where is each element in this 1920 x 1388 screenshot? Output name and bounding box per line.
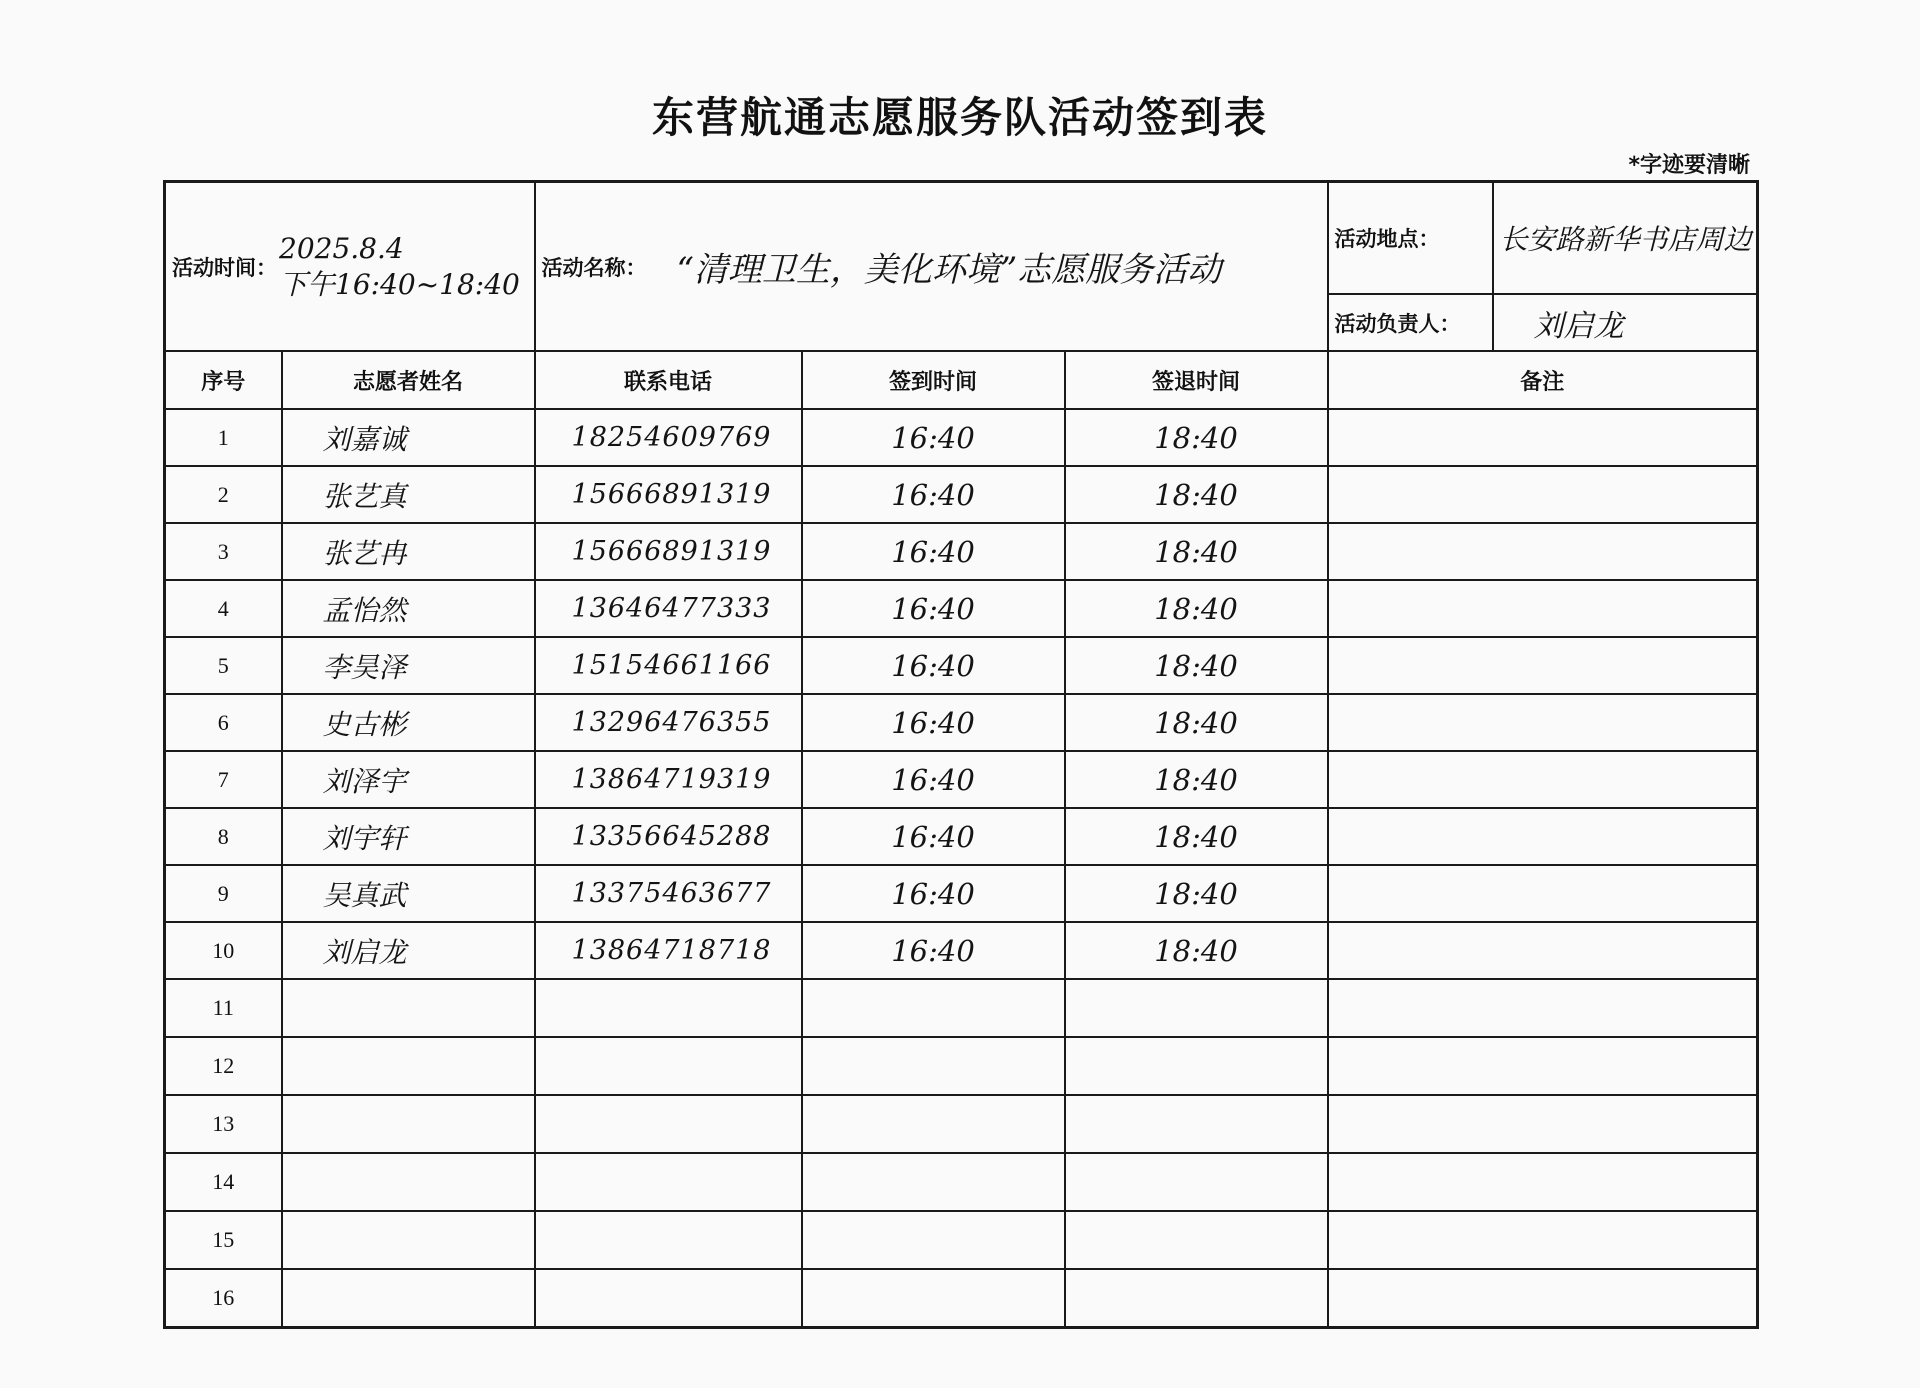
activity-time-label: 活动时间： xyxy=(172,255,277,280)
activity-leader-label-cell xyxy=(1328,294,1493,351)
phone-number xyxy=(535,979,802,1037)
activity-place-label: 活动地点： xyxy=(1334,227,1440,251)
sign-out-time: 18:40 xyxy=(1065,466,1328,523)
table-row xyxy=(165,466,1758,523)
phone-number xyxy=(535,1211,802,1269)
activity-place: 长安路新华书店周边 xyxy=(1499,223,1752,256)
table-row xyxy=(165,409,1758,466)
sign-in-time xyxy=(802,1269,1065,1328)
remark xyxy=(1328,1095,1758,1153)
sign-out-time xyxy=(1065,1037,1328,1095)
col-header-name: 志愿者姓名 xyxy=(282,351,535,409)
remark xyxy=(1328,637,1758,694)
sign-in-time: 16:40 xyxy=(802,637,1065,694)
volunteer-name: 孟怡然 xyxy=(282,580,535,637)
sign-in-time: 16:40 xyxy=(802,751,1065,808)
sign-in-time: 16:40 xyxy=(802,808,1065,865)
volunteer-name: 刘泽宇 xyxy=(282,751,535,808)
activity-place-label-cell xyxy=(1328,182,1493,295)
sign-in-time: 16:40 xyxy=(802,466,1065,523)
remark xyxy=(1328,979,1758,1037)
row-number: 14 xyxy=(165,1153,282,1211)
table-row xyxy=(165,694,1758,751)
table-row xyxy=(165,979,1758,1037)
phone-number: 15666891319 xyxy=(535,466,802,523)
volunteer-name: 李昊泽 xyxy=(282,637,535,694)
phone-number xyxy=(535,1095,802,1153)
sign-in-time: 16:40 xyxy=(802,922,1065,979)
activity-name-cell xyxy=(535,182,1328,352)
sign-in-time: 16:40 xyxy=(802,409,1065,466)
sign-in-time: 16:40 xyxy=(802,580,1065,637)
col-header-no: 序号 xyxy=(165,351,282,409)
phone-number: 15666891319 xyxy=(535,523,802,580)
sign-out-time xyxy=(1065,979,1328,1037)
sign-in-time xyxy=(802,979,1065,1037)
table-row xyxy=(165,751,1758,808)
remark xyxy=(1328,466,1758,523)
sign-in-table xyxy=(163,180,1759,1329)
sign-in-time xyxy=(802,1211,1065,1269)
remark xyxy=(1328,808,1758,865)
activity-place-cell xyxy=(1493,182,1758,295)
volunteer-name xyxy=(282,1095,535,1153)
row-number: 7 xyxy=(165,751,282,808)
volunteer-name: 刘启龙 xyxy=(282,922,535,979)
legibility-note: *字迹要清晰 xyxy=(1628,153,1750,178)
volunteer-name xyxy=(282,979,535,1037)
sign-out-time: 18:40 xyxy=(1065,694,1328,751)
column-header-row xyxy=(165,351,1758,409)
remark xyxy=(1328,1269,1758,1328)
sign-in-time: 16:40 xyxy=(802,523,1065,580)
sign-in-time xyxy=(802,1095,1065,1153)
volunteer-name xyxy=(282,1211,535,1269)
col-header-sign-in: 签到时间 xyxy=(802,351,1065,409)
sign-in-time xyxy=(802,1037,1065,1095)
remark xyxy=(1328,865,1758,922)
volunteer-name: 刘宇轩 xyxy=(282,808,535,865)
phone-number: 15154661166 xyxy=(535,637,802,694)
sign-out-time xyxy=(1065,1269,1328,1328)
sign-out-time: 18:40 xyxy=(1065,523,1328,580)
remark xyxy=(1328,1211,1758,1269)
row-number: 6 xyxy=(165,694,282,751)
row-number: 8 xyxy=(165,808,282,865)
activity-period: 下午16:40~18:40 xyxy=(279,267,520,301)
volunteer-name: 刘嘉诚 xyxy=(282,409,535,466)
phone-number: 13646477333 xyxy=(535,580,802,637)
table-row xyxy=(165,1269,1758,1328)
sign-out-time: 18:40 xyxy=(1065,637,1328,694)
sign-out-time: 18:40 xyxy=(1065,922,1328,979)
phone-number: 13864719319 xyxy=(535,751,802,808)
volunteer-name: 张艺冉 xyxy=(282,523,535,580)
sign-out-time xyxy=(1065,1095,1328,1153)
sign-out-time xyxy=(1065,1211,1328,1269)
table-row xyxy=(165,922,1758,979)
table-row xyxy=(165,1095,1758,1153)
activity-name: “清理卫生，美化环境”志愿服务活动 xyxy=(676,250,1222,290)
sign-out-time: 18:40 xyxy=(1065,808,1328,865)
phone-number: 13375463677 xyxy=(535,865,802,922)
row-number: 16 xyxy=(165,1269,282,1328)
table-row xyxy=(165,523,1758,580)
activity-date: 2025.8.4 xyxy=(279,231,404,265)
table-row xyxy=(165,637,1758,694)
sign-in-time xyxy=(802,1153,1065,1211)
sign-out-time: 18:40 xyxy=(1065,409,1328,466)
sign-in-time: 16:40 xyxy=(802,694,1065,751)
row-number: 5 xyxy=(165,637,282,694)
table-row xyxy=(165,580,1758,637)
activity-leader: 刘启龙 xyxy=(1533,308,1624,344)
row-number: 12 xyxy=(165,1037,282,1095)
header-row-1 xyxy=(165,182,1758,295)
row-number: 11 xyxy=(165,979,282,1037)
row-number: 9 xyxy=(165,865,282,922)
phone-number xyxy=(535,1153,802,1211)
activity-time-cell xyxy=(165,182,535,352)
volunteer-name xyxy=(282,1269,535,1328)
activity-name-label: 活动名称： xyxy=(541,255,647,280)
volunteer-name xyxy=(282,1153,535,1211)
remark xyxy=(1328,1037,1758,1095)
table-row xyxy=(165,808,1758,865)
phone-number: 18254609769 xyxy=(535,409,802,466)
page-title: 东营航通志愿服务队活动签到表 xyxy=(651,93,1268,142)
sign-in-time: 16:40 xyxy=(802,865,1065,922)
row-number: 3 xyxy=(165,523,282,580)
phone-number: 13296476355 xyxy=(535,694,802,751)
remark xyxy=(1328,1153,1758,1211)
row-number: 1 xyxy=(165,409,282,466)
table-row xyxy=(165,865,1758,922)
phone-number xyxy=(535,1037,802,1095)
remark xyxy=(1328,409,1758,466)
row-number: 4 xyxy=(165,580,282,637)
row-number: 10 xyxy=(165,922,282,979)
row-number: 13 xyxy=(165,1095,282,1153)
volunteer-name: 史古彬 xyxy=(282,694,535,751)
remark xyxy=(1328,751,1758,808)
table-row xyxy=(165,1153,1758,1211)
volunteer-name: 吴真武 xyxy=(282,865,535,922)
remark xyxy=(1328,523,1758,580)
row-number: 15 xyxy=(165,1211,282,1269)
sign-out-time xyxy=(1065,1153,1328,1211)
col-header-remark: 备注 xyxy=(1328,351,1758,409)
volunteer-name xyxy=(282,1037,535,1095)
col-header-phone: 联系电话 xyxy=(535,351,802,409)
remark xyxy=(1328,922,1758,979)
sign-out-time: 18:40 xyxy=(1065,580,1328,637)
activity-leader-cell xyxy=(1493,294,1758,351)
sign-out-time: 18:40 xyxy=(1065,751,1328,808)
table-row xyxy=(165,1211,1758,1269)
remark xyxy=(1328,580,1758,637)
sign-out-time: 18:40 xyxy=(1065,865,1328,922)
col-header-sign-out: 签退时间 xyxy=(1065,351,1328,409)
phone-number: 13864718718 xyxy=(535,922,802,979)
row-number: 2 xyxy=(165,466,282,523)
table-row xyxy=(165,1037,1758,1095)
activity-leader-label: 活动负责人： xyxy=(1334,311,1461,336)
volunteer-name: 张艺真 xyxy=(282,466,535,523)
phone-number: 13356645288 xyxy=(535,808,802,865)
phone-number xyxy=(535,1269,802,1328)
remark xyxy=(1328,694,1758,751)
